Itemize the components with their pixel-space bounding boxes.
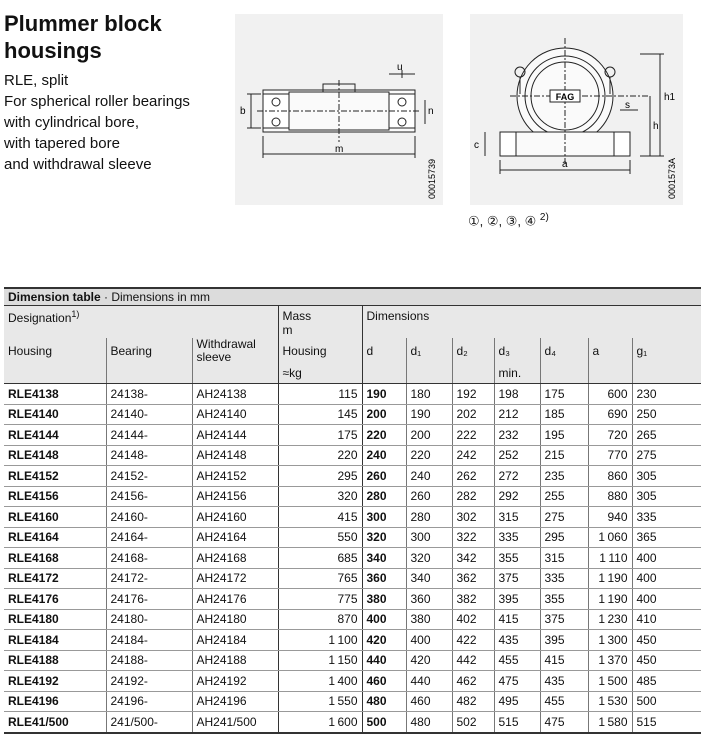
cell-mass: 415 <box>278 507 362 528</box>
cell-mass: 1 100 <box>278 630 362 651</box>
cell-withdrawal-sleeve: AH24144 <box>192 425 278 446</box>
cell-a: 1 530 <box>588 691 632 712</box>
cell-g1: 500 <box>632 691 701 712</box>
cell-withdrawal-sleeve: AH24164 <box>192 527 278 548</box>
cell-d4: 455 <box>540 691 588 712</box>
cell-g1: 410 <box>632 609 701 630</box>
cell-a: 1 580 <box>588 712 632 733</box>
cell-g1: 400 <box>632 548 701 569</box>
cell-d: 440 <box>362 650 406 671</box>
housing-top-view-drawing <box>235 14 443 205</box>
cell-bearing: 24176- <box>106 589 192 610</box>
cell-d: 200 <box>362 404 406 425</box>
cell-g1: 485 <box>632 671 701 692</box>
cell-d1: 300 <box>406 527 452 548</box>
cell-d3: 212 <box>494 404 540 425</box>
cell-d1: 260 <box>406 486 452 507</box>
cell-housing: RLE4192 <box>4 671 106 692</box>
cell-a: 1 190 <box>588 568 632 589</box>
label-u: u <box>397 62 403 73</box>
label-m: m <box>335 144 344 155</box>
cell-d3: 292 <box>494 486 540 507</box>
table-body <box>4 384 701 733</box>
cell-d4: 235 <box>540 466 588 487</box>
dimension-table <box>4 287 701 734</box>
table-row <box>4 548 701 569</box>
cell-mass: 1 150 <box>278 650 362 671</box>
cell-d2: 282 <box>452 486 494 507</box>
cell-d4: 185 <box>540 404 588 425</box>
cell-withdrawal-sleeve: AH24172 <box>192 568 278 589</box>
subtitle-line: with tapered bore <box>4 135 120 152</box>
cell-housing: RLE4164 <box>4 527 106 548</box>
cell-g1: 450 <box>632 650 701 671</box>
cell-a: 1 500 <box>588 671 632 692</box>
cell-d1: 190 <box>406 404 452 425</box>
cell-d: 190 <box>362 384 406 405</box>
cell-mass: 685 <box>278 548 362 569</box>
cell-d2: 242 <box>452 445 494 466</box>
table-row <box>4 691 701 712</box>
cell-housing: RLE4144 <box>4 425 106 446</box>
drawing-code-right: 0001573A <box>667 157 677 199</box>
cell-a: 1 110 <box>588 548 632 569</box>
cell-d4: 415 <box>540 650 588 671</box>
caption-bold: Dimension table <box>8 290 101 304</box>
cell-d2: 482 <box>452 691 494 712</box>
figure-marks: ①, ②, ③, ④ <box>468 213 537 229</box>
cell-withdrawal-sleeve: AH24152 <box>192 466 278 487</box>
cell-d3: 335 <box>494 527 540 548</box>
cell-a: 860 <box>588 466 632 487</box>
label-b: b <box>240 106 246 117</box>
cell-d1: 200 <box>406 425 452 446</box>
cell-mass: 175 <box>278 425 362 446</box>
cell-a: 1 060 <box>588 527 632 548</box>
cell-withdrawal-sleeve: AH24184 <box>192 630 278 651</box>
cell-a: 770 <box>588 445 632 466</box>
label-n: n <box>428 106 434 117</box>
table-row <box>4 650 701 671</box>
col-d2: d₂ <box>452 338 494 364</box>
cell-mass: 320 <box>278 486 362 507</box>
cell-d1: 220 <box>406 445 452 466</box>
cell-bearing: 24192- <box>106 671 192 692</box>
cell-d: 480 <box>362 691 406 712</box>
cell-d2: 322 <box>452 527 494 548</box>
cell-housing: RLE4180 <box>4 609 106 630</box>
housing-front-view-drawing <box>470 14 683 205</box>
table-caption <box>4 288 701 306</box>
label-s: s <box>625 100 630 111</box>
brand-logo: FAG <box>555 92 575 102</box>
cell-withdrawal-sleeve: AH24148 <box>192 445 278 466</box>
cell-d3: 272 <box>494 466 540 487</box>
designation-header: Designation$^{1)}$ <box>4 306 278 338</box>
col-a: a <box>588 338 632 364</box>
cell-bearing: 24152- <box>106 466 192 487</box>
col-bearing: Bearing <box>106 338 192 364</box>
col-mass-housing: Housing <box>278 338 362 364</box>
table-row <box>4 384 701 405</box>
cell-bearing: 24172- <box>106 568 192 589</box>
cell-d1: 340 <box>406 568 452 589</box>
cell-d1: 320 <box>406 548 452 569</box>
cell-d4: 295 <box>540 527 588 548</box>
cell-housing: RLE4196 <box>4 691 106 712</box>
cell-mass: 145 <box>278 404 362 425</box>
cell-g1: 365 <box>632 527 701 548</box>
cell-a: 600 <box>588 384 632 405</box>
cell-a: 690 <box>588 404 632 425</box>
footnote-ref: 2) <box>539 212 549 223</box>
cell-housing: RLE4152 <box>4 466 106 487</box>
cell-g1: 275 <box>632 445 701 466</box>
cell-d4: 215 <box>540 445 588 466</box>
cell-g1: 450 <box>632 630 701 651</box>
cell-withdrawal-sleeve: AH241/500 <box>192 712 278 733</box>
cell-d2: 302 <box>452 507 494 528</box>
cell-d1: 180 <box>406 384 452 405</box>
title-line-1: Plummer block <box>4 11 162 36</box>
cell-g1: 335 <box>632 507 701 528</box>
drawing-code-left: 00015739 <box>427 158 437 199</box>
subtitle-line: For spherical roller bearings <box>4 93 190 110</box>
cell-d2: 362 <box>452 568 494 589</box>
cell-d3: 375 <box>494 568 540 589</box>
cell-mass: 550 <box>278 527 362 548</box>
cell-housing: RLE4138 <box>4 384 106 405</box>
cell-bearing: 24184- <box>106 630 192 651</box>
table-row <box>4 630 701 651</box>
col-d4: d₄ <box>540 338 588 364</box>
cell-d2: 202 <box>452 404 494 425</box>
cell-g1: 305 <box>632 466 701 487</box>
cell-d2: 382 <box>452 589 494 610</box>
cell-housing: RLE41/500 <box>4 712 106 733</box>
cell-d: 220 <box>362 425 406 446</box>
cell-d: 320 <box>362 527 406 548</box>
label-a: a <box>562 159 568 170</box>
cell-mass: 1 600 <box>278 712 362 733</box>
cell-a: 1 230 <box>588 609 632 630</box>
table-row <box>4 589 701 610</box>
cell-housing: RLE4140 <box>4 404 106 425</box>
cell-a: 720 <box>588 425 632 446</box>
cell-g1: 230 <box>632 384 701 405</box>
cell-withdrawal-sleeve: AH24192 <box>192 671 278 692</box>
col-g1: g₁ <box>632 338 701 364</box>
cell-bearing: 24164- <box>106 527 192 548</box>
cell-bearing: 24160- <box>106 507 192 528</box>
col-d3: d₃ <box>494 338 540 364</box>
cell-d3: 395 <box>494 589 540 610</box>
cell-bearing: 24138- <box>106 384 192 405</box>
cell-g1: 515 <box>632 712 701 733</box>
cell-a: 1 190 <box>588 589 632 610</box>
caption-rest: · Dimensions in mm <box>100 290 211 304</box>
cell-d4: 175 <box>540 384 588 405</box>
cell-d: 240 <box>362 445 406 466</box>
cell-withdrawal-sleeve: AH24196 <box>192 691 278 712</box>
cell-d4: 435 <box>540 671 588 692</box>
cell-withdrawal-sleeve: AH24180 <box>192 609 278 630</box>
cell-withdrawal-sleeve: AH24188 <box>192 650 278 671</box>
cell-d: 460 <box>362 671 406 692</box>
col-d3-min: min. <box>494 364 540 384</box>
table-row <box>4 507 701 528</box>
cell-d2: 342 <box>452 548 494 569</box>
table-row <box>4 486 701 507</box>
cell-d1: 420 <box>406 650 452 671</box>
table-row <box>4 425 701 446</box>
cell-d2: 442 <box>452 650 494 671</box>
table-row <box>4 671 701 692</box>
cell-d1: 460 <box>406 691 452 712</box>
cell-d1: 380 <box>406 609 452 630</box>
cell-d4: 375 <box>540 609 588 630</box>
cell-withdrawal-sleeve: AH24160 <box>192 507 278 528</box>
cell-d4: 355 <box>540 589 588 610</box>
cell-g1: 265 <box>632 425 701 446</box>
subtitle <box>4 70 190 175</box>
cell-d2: 192 <box>452 384 494 405</box>
col-d: d <box>362 338 406 364</box>
col-d1: d₁ <box>406 338 452 364</box>
cell-d1: 400 <box>406 630 452 651</box>
page-title <box>4 10 162 64</box>
cell-g1: 400 <box>632 568 701 589</box>
cell-d: 500 <box>362 712 406 733</box>
cell-bearing: 24148- <box>106 445 192 466</box>
cell-d2: 222 <box>452 425 494 446</box>
cell-bearing: 24156- <box>106 486 192 507</box>
table-row <box>4 445 701 466</box>
label-h1: h1 <box>664 92 676 103</box>
cell-d: 280 <box>362 486 406 507</box>
cell-mass: 1 550 <box>278 691 362 712</box>
cell-d2: 402 <box>452 609 494 630</box>
cell-withdrawal-sleeve: AH24138 <box>192 384 278 405</box>
cell-withdrawal-sleeve: AH24140 <box>192 404 278 425</box>
cell-d3: 495 <box>494 691 540 712</box>
table-row <box>4 712 701 733</box>
cell-a: 940 <box>588 507 632 528</box>
cell-d3: 198 <box>494 384 540 405</box>
table-row <box>4 609 701 630</box>
cell-d: 360 <box>362 568 406 589</box>
subtitle-line: and withdrawal sleeve <box>4 156 152 173</box>
mass-header: Mass m <box>278 306 362 338</box>
cell-d2: 462 <box>452 671 494 692</box>
cell-d3: 232 <box>494 425 540 446</box>
cell-mass: 775 <box>278 589 362 610</box>
table-row <box>4 527 701 548</box>
cell-mass: 765 <box>278 568 362 589</box>
cell-d: 340 <box>362 548 406 569</box>
cell-g1: 305 <box>632 486 701 507</box>
cell-mass: 220 <box>278 445 362 466</box>
cell-d: 380 <box>362 589 406 610</box>
cell-housing: RLE4172 <box>4 568 106 589</box>
cell-d4: 255 <box>540 486 588 507</box>
cell-d2: 502 <box>452 712 494 733</box>
cell-d3: 315 <box>494 507 540 528</box>
cell-d1: 480 <box>406 712 452 733</box>
cell-bearing: 24144- <box>106 425 192 446</box>
cell-d2: 262 <box>452 466 494 487</box>
title-line-2: housings <box>4 38 102 63</box>
cell-mass: 870 <box>278 609 362 630</box>
cell-g1: 400 <box>632 589 701 610</box>
cell-bearing: 24168- <box>106 548 192 569</box>
cell-bearing: 24196- <box>106 691 192 712</box>
subtitle-line: with cylindrical bore, <box>4 114 140 131</box>
cell-bearing: 241/500- <box>106 712 192 733</box>
cell-d4: 275 <box>540 507 588 528</box>
cell-d4: 195 <box>540 425 588 446</box>
cell-d1: 280 <box>406 507 452 528</box>
subtitle-line: RLE, split <box>4 72 69 89</box>
cell-housing: RLE4156 <box>4 486 106 507</box>
cell-housing: RLE4176 <box>4 589 106 610</box>
cell-d4: 335 <box>540 568 588 589</box>
cell-bearing: 24180- <box>106 609 192 630</box>
dimensions-header: Dimensions <box>362 306 701 338</box>
cell-d: 260 <box>362 466 406 487</box>
cell-d1: 440 <box>406 671 452 692</box>
cell-bearing: 24140- <box>106 404 192 425</box>
cell-bearing: 24188- <box>106 650 192 671</box>
cell-d3: 515 <box>494 712 540 733</box>
label-h: h <box>653 121 659 132</box>
cell-d: 300 <box>362 507 406 528</box>
cell-mass: 115 <box>278 384 362 405</box>
cell-housing: RLE4148 <box>4 445 106 466</box>
cell-d3: 252 <box>494 445 540 466</box>
cell-a: 1 370 <box>588 650 632 671</box>
cell-d1: 360 <box>406 589 452 610</box>
cell-d4: 475 <box>540 712 588 733</box>
col-mass-unit: ≈kg <box>278 364 362 384</box>
cell-d2: 422 <box>452 630 494 651</box>
table-row <box>4 466 701 487</box>
figure-footnote <box>468 212 549 229</box>
cell-d3: 415 <box>494 609 540 630</box>
cell-withdrawal-sleeve: AH24176 <box>192 589 278 610</box>
col-housing: Housing <box>4 338 106 364</box>
cell-d3: 435 <box>494 630 540 651</box>
cell-mass: 295 <box>278 466 362 487</box>
cell-d3: 475 <box>494 671 540 692</box>
cell-withdrawal-sleeve: AH24156 <box>192 486 278 507</box>
cell-mass: 1 400 <box>278 671 362 692</box>
cell-withdrawal-sleeve: AH24168 <box>192 548 278 569</box>
cell-housing: RLE4184 <box>4 630 106 651</box>
cell-d4: 315 <box>540 548 588 569</box>
cell-housing: RLE4188 <box>4 650 106 671</box>
cell-d3: 355 <box>494 548 540 569</box>
cell-d: 400 <box>362 609 406 630</box>
cell-housing: RLE4168 <box>4 548 106 569</box>
col-withdrawal-sleeve: Withdrawal sleeve <box>192 338 278 364</box>
cell-d3: 455 <box>494 650 540 671</box>
cell-a: 880 <box>588 486 632 507</box>
table-row <box>4 404 701 425</box>
table-row <box>4 568 701 589</box>
cell-d1: 240 <box>406 466 452 487</box>
cell-d4: 395 <box>540 630 588 651</box>
cell-housing: RLE4160 <box>4 507 106 528</box>
cell-g1: 250 <box>632 404 701 425</box>
cell-d: 420 <box>362 630 406 651</box>
cell-a: 1 300 <box>588 630 632 651</box>
label-c: c <box>474 140 479 151</box>
